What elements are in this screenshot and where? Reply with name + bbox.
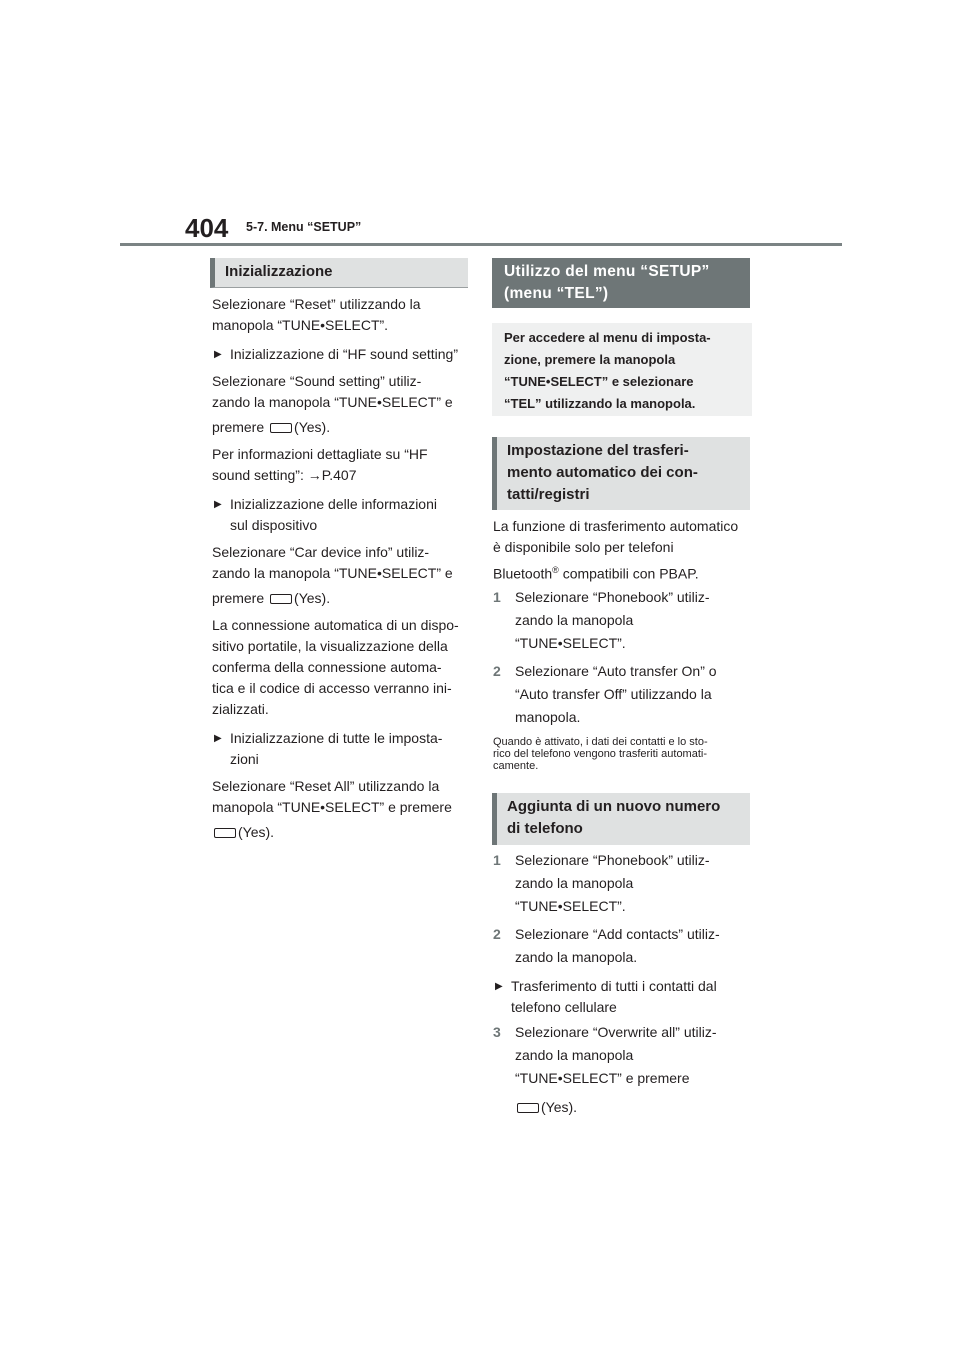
step-text: “TUNE•SELECT” e premere (515, 1070, 690, 1086)
text-line: conferma della connessione automa- (212, 659, 442, 675)
heading-line: tatti/registri (507, 486, 590, 503)
text-line: zando la manopola “TUNE•SELECT” e (212, 394, 453, 410)
text-line: è disponibile solo per telefoni (493, 539, 674, 555)
text-fragment: premere (212, 590, 265, 606)
bullet-arrow-icon: ▶ (495, 981, 503, 992)
note-line: camente. (493, 759, 539, 772)
heading-line: Impostazione del trasferi- (507, 442, 689, 459)
info-box (492, 323, 752, 416)
step-text: “TUNE•SELECT”. (515, 898, 626, 914)
text-line: Selezionare “Reset All” utilizzando la (212, 778, 440, 794)
step-number: 2 (493, 926, 501, 942)
button-icon (270, 594, 292, 604)
text-line: La connessione automatica di un dispo- (212, 617, 459, 633)
note (493, 736, 755, 772)
heading-line: Aggiunta di un nuovo numero (507, 798, 721, 815)
heading-auto-transfer (492, 437, 750, 510)
note-line: Quando è attivato, i dati dei contatti e lo sto- (493, 735, 708, 748)
text-line: tica e il codice di accesso verranno ini- (212, 680, 452, 696)
step-text: zando la manopola. (515, 949, 638, 965)
text-line: manopola “TUNE•SELECT”. (212, 317, 389, 333)
section-title: 5-7. Menu “SETUP” (246, 220, 362, 234)
bullet-text: Inizializzazione delle informazioni (230, 496, 437, 512)
heading-add-number (492, 793, 750, 845)
text-fragment: (Yes). (238, 824, 275, 840)
text-fragment: premere (212, 419, 265, 435)
text-line: sound setting”: →P.407 (212, 467, 357, 483)
heading-line: (menu “TEL”) (504, 285, 609, 302)
info-line: Per accedere al menu di imposta- (504, 330, 711, 345)
heading-inizializzazione (210, 258, 468, 288)
step-text: zando la manopola (515, 1047, 634, 1063)
text-fragment: Bluetooth (493, 565, 553, 582)
heading-line: Utilizzo del menu “SETUP” (504, 263, 710, 280)
text-fragment: (Yes). (294, 590, 331, 606)
right-column-upper (493, 516, 755, 772)
bullet-text: zioni (230, 751, 259, 767)
bullet-arrow-icon: ▶ (214, 349, 222, 360)
bullet-text: sul dispositivo (230, 517, 318, 533)
bullet-text: Inizializzazione di tutte le imposta- (230, 730, 443, 746)
step-number: 3 (493, 1024, 501, 1040)
text-line: Selezionare “Reset” utilizzando la (212, 296, 421, 312)
note-line: rico del telefono vengono trasferiti automati- (493, 747, 708, 760)
bullet-text: Inizializzazione di “HF sound setting” (230, 346, 458, 362)
step-text: zando la manopola (515, 611, 634, 628)
step-text: zando la manopola (515, 875, 634, 891)
step-item (493, 924, 755, 968)
step-text (515, 1097, 755, 1118)
text-line: sitivo portatile, la visualizzazione della (212, 638, 448, 654)
bullet-item (493, 976, 755, 997)
text-line (212, 822, 470, 843)
bullet-text: telefono cellulare (511, 999, 617, 1015)
info-line: “TEL” utilizzando la manopola. (504, 396, 696, 411)
left-column (212, 294, 470, 843)
step-text: “TUNE•SELECT”. (515, 634, 626, 651)
button-icon (214, 828, 236, 838)
text-line: Per informazioni dettagliate su “HF (212, 446, 428, 462)
step-number: 1 (493, 588, 501, 605)
text-line: Selezionare “Car device info” utiliz- (212, 544, 430, 560)
text-fragment: compatibili con PBAP. (558, 565, 699, 582)
step-number: 1 (493, 852, 501, 868)
text-fragment: (Yes). (294, 419, 331, 435)
text-line: zando la manopola “TUNE•SELECT” e (212, 565, 453, 581)
step-item (493, 587, 755, 654)
heading-line: mento automatico dei con- (507, 464, 698, 481)
text-line (212, 588, 470, 609)
step-item (493, 850, 755, 917)
text-line: La funzione di trasferimento automatico (493, 518, 739, 534)
bullet-item (212, 344, 470, 365)
page-number: 404 (185, 213, 229, 243)
bullet-item (212, 494, 470, 515)
text-line: zializzati. (212, 701, 269, 717)
bullet-text: Trasferimento di tutti i contatti dal (511, 978, 717, 994)
step-number: 2 (493, 662, 501, 679)
button-icon (517, 1103, 539, 1113)
step-text: Selezionare “Auto transfer On” o (515, 662, 717, 679)
text-line (212, 417, 470, 438)
step-text: Selezionare “Phonebook” utiliz- (515, 852, 710, 868)
bullet-arrow-icon: ▶ (214, 499, 222, 510)
text-line: Selezionare “Sound setting” utiliz- (212, 373, 422, 389)
heading-text: Inizializzazione (225, 263, 333, 280)
step-text: Selezionare “Add contacts” utiliz- (515, 926, 720, 942)
text-line: manopola “TUNE•SELECT” e premere (212, 799, 452, 815)
step-item (493, 661, 755, 728)
text-line (493, 560, 755, 585)
bullet-arrow-icon: ▶ (214, 733, 222, 744)
step-item (493, 1022, 755, 1118)
step-text: “Auto transfer Off” utilizzando la (515, 685, 712, 702)
text-fragment: (Yes). (541, 1099, 578, 1115)
heading-setup-menu (492, 258, 750, 308)
info-line: “TUNE•SELECT” e selezionare (504, 374, 694, 389)
bullet-item (212, 728, 470, 749)
step-text: Selezionare “Overwrite all” utiliz- (515, 1024, 717, 1040)
step-text: manopola. (515, 708, 581, 725)
step-text: Selezionare “Phonebook” utiliz- (515, 588, 710, 605)
button-icon (270, 423, 292, 433)
registered-mark: ® (552, 565, 559, 575)
info-line: zione, premere la manopola (504, 352, 676, 367)
header-rule (120, 243, 842, 246)
right-column-lower (493, 850, 755, 1118)
heading-line: di telefono (507, 820, 583, 837)
